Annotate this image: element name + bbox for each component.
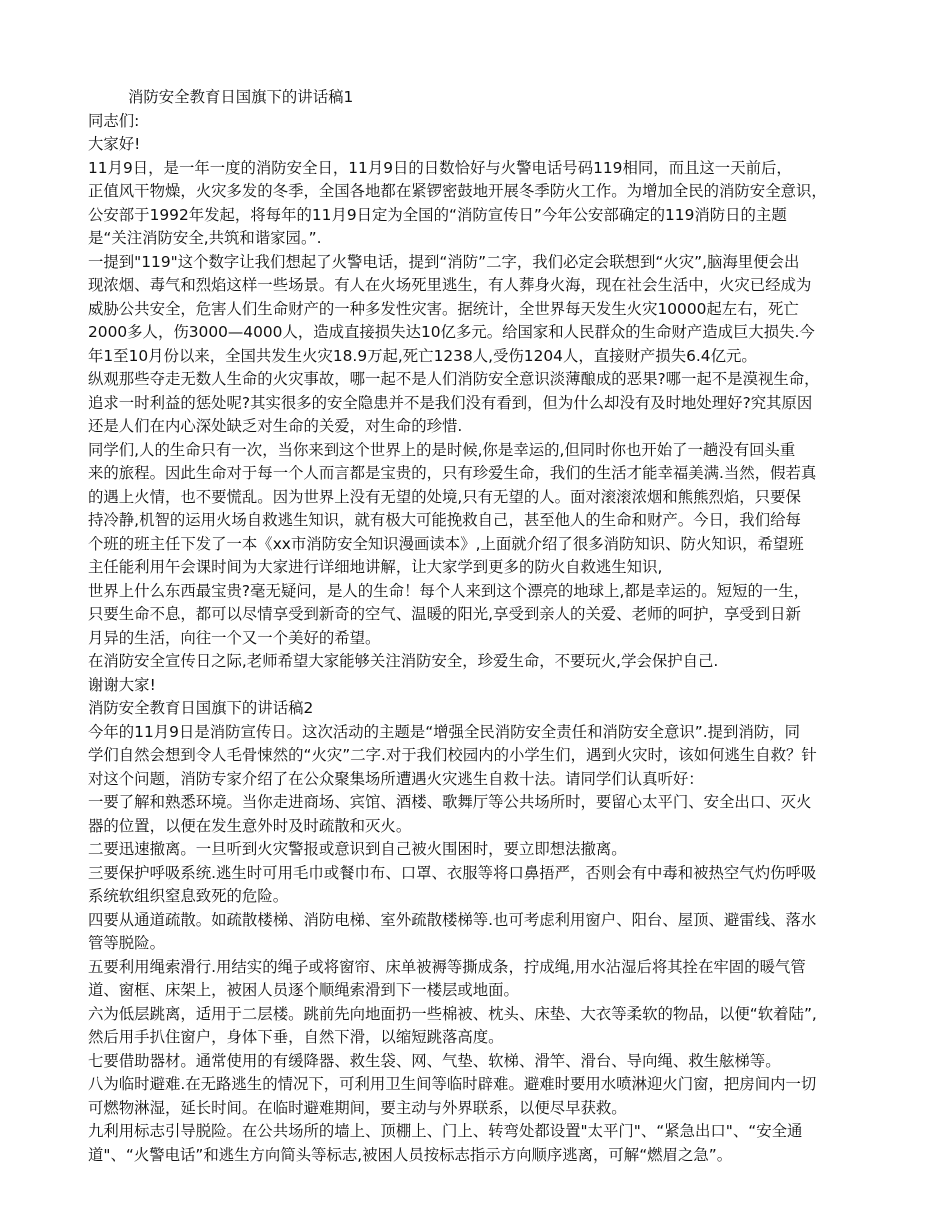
- text-line: 的遇上火情，也不要慌乱。因为世界上没有无望的处境,只有无望的人。面对滚滚浓烟和熊熊烈焰，只要保: [88, 487, 801, 506]
- text-line: 持冷静,机智的运用火场自救逃生知识，就有极大可能挽救自己，甚至他人的生命和财产。今日，我们给每: [88, 511, 801, 529]
- text-line: 然后用手扒住窗户，身体下垂，自然下滑，以缩短跳落高度。: [88, 1028, 504, 1046]
- text-line: 是“关注消防安全,共筑和谐家园。”.: [88, 229, 322, 247]
- text-line: 可燃物淋湿，延长时间。在临时避难期间，要主动与外界联系，以便尽早获救。: [88, 1098, 627, 1117]
- text-line: 公安部于1992年发起，将每年的11月9日定为全国的“消防宣传日”今年公安部确定的119消防日的主题: [88, 205, 787, 224]
- text-line: 来的旅程。因此生命对于每一个人而言都是宝贵的，只有珍爱生命，我们的生活才能幸福美满.当然，假若真: [88, 464, 817, 482]
- text-line: 只要生命不息，都可以尽情享受到新奇的空气、温暖的阳光,享受到亲人的关爱、老师的呵护，享受到日新: [88, 605, 801, 623]
- text-line: 系统软组织窒息致死的危险。: [88, 887, 289, 905]
- text-line: 正值风干物燥，火灾多发的冬季，全国各地都在紧锣密鼓地开展冬季防火工作。为增加全民的消防安全意识，: [88, 182, 827, 200]
- text-line: 学们自然会想到令人毛骨悚然的“火灾”二字.对于我们校园内的小学生们，遇到火灾时，该如何逃生自救？针: [88, 746, 817, 764]
- text-line: 二要迅速撤离。一旦听到火灾警报或意识到自己被火围困时，要立即想法撤离。: [88, 840, 627, 858]
- heading-speech-2: 消防安全教育日国旗下的讲话稿2: [88, 699, 314, 717]
- text-line: 月异的生活，向往一个又一个美好的希望。: [88, 628, 381, 647]
- text-line: 纵观那些夺走无数人生命的火灾事故，哪一起不是人们消防安全意识淡薄酿成的恶果?哪一起不是漠视生命，: [88, 370, 820, 388]
- text-line: 还是人们在内心深处缺乏对生命的关爱，对生命的珍惜.: [88, 417, 463, 435]
- text-line: 个班的班主任下发了一本《xx市消防安全知识漫画读本》,上面就介绍了很多消防知识、防火知识，希望班: [88, 534, 804, 553]
- text-line: 2000多人，伤3000—4000人，造成直接损失达10亿多元。给国家和人民群众的生命财产造成巨大损失.今: [88, 323, 815, 341]
- text-line: 管等脱险。: [88, 934, 165, 952]
- document-body: [88, 86, 864, 1167]
- text-line: 主任能利用午会课时间为大家进行详细地讲解，让大家学到更多的防火自救逃生知识,: [88, 558, 663, 576]
- text-line: 四要从通道疏散。如疏散楼梯、消防电梯、室外疏散楼梯等.也可考虑利用窗户、阳台、屋顶、避雷线、落水: [88, 910, 817, 929]
- text-line: 八为临时避难.在无路逃生的情况下，可利用卫生间等临时辟难。避难时要用水喷淋迎火门窗，把房间内一切: [88, 1075, 817, 1093]
- text-line: 五要利用绳索滑行.用结实的绳子或将窗帘、床单被褥等撕成条，拧成绳,用水沾湿后将其拴在牢固的暖气管: [88, 957, 806, 976]
- text-line: 世界上什么东西最宝贵?毫无疑问，是人的生命！每个人来到这个漂亮的地球上,都是幸运的。短短的一生，: [88, 581, 810, 600]
- text-line: 道、窗框、床架上，被困人员逐个顺绳索滑到下一楼层或地面。: [88, 981, 519, 999]
- text-line: 现浓烟、毒气和烈焰这样一些场景。有人在火场死里逃生，有人葬身火海，现在社会生活中，火灾已经成为: [88, 276, 812, 294]
- text-line: 三要保护呼吸系统.逃生时可用毛巾或餐巾布、口罩、衣服等将口鼻捂严，否则会有中毒和被热空气灼伤呼吸: [88, 863, 817, 882]
- text-line: 九利用标志引导脱险。在公共场所的墙上、顶棚上、门上、转弯处都设置"太平门"、“紧急出口"、“安全通: [88, 1122, 803, 1140]
- text-line: 对这个问题，消防专家介绍了在公众聚集场所遭遇火灾逃生自救十法。请同学们认真听好：: [88, 769, 704, 788]
- heading-speech-1: 消防安全教育日国旗下的讲话稿1: [128, 88, 354, 106]
- text-line: 在消防安全宣传日之际,老师希望大家能够关注消防安全，珍爱生命，不要玩火,学会保护自己.: [88, 652, 719, 670]
- text-line: 道"、“火警电话”和逃生方向简头等标志,被困人员按标志指示方向顺序逃离，可解“燃眉之急”。: [88, 1145, 733, 1164]
- text-line: 年1至10月份以来，全国共发生火灾18.9万起,死亡1238人,受伤1204人，直接财产损失6.4亿元。: [88, 346, 757, 365]
- salutation-comrades: 同志们:: [88, 111, 140, 130]
- text-line: 一提到"119"这个数字让我们想起了火警电话，提到“消防”二字，我们必定会联想到“火灾”,脑海里便会出: [88, 252, 800, 271]
- greeting: 大家好!: [88, 135, 141, 153]
- text-line: 一要了解和熟悉环境。当你走进商场、宾馆、酒楼、歌舞厅等公共场所时，要留心太平门、安全出口、灭火: [88, 793, 812, 811]
- text-line: 七要借助器材。通常使用的有缓降器、救生袋、网、气垫、软梯、滑竿、滑台、导向绳、救生舷梯等。: [88, 1051, 781, 1070]
- text-line: 六为低层跳离，适用于二层楼。跳前先向地面扔一些棉被、枕头、床垫、大衣等柔软的物品，以便“软着陆”,: [88, 1004, 817, 1023]
- text-line: 追求一时利益的惩处呢?其实很多的安全隐患并不是我们没有看到，但为什么却没有及时地处理好?究其原因: [88, 393, 813, 412]
- closing-thanks: 谢谢大家!: [88, 675, 156, 694]
- text-line: 威胁公共安全，危害人们生命财产的一种多发性灾害。据统计，全世界每天发生火灾10000起左右，死亡: [88, 299, 799, 318]
- text-line: 今年的11月9日是消防宣传日。这次活动的主题是“增强全民消防安全责任和消防安全意识”.提到消防，同: [88, 722, 801, 741]
- text-line: 同学们,人的生命只有一次，当你来到这个世界上的是时候,你是幸运的,但同时你也开始了一趟没有回头重: [88, 440, 796, 459]
- text-line: 器的位置，以便在发生意外时及时疏散和灭火。: [88, 816, 412, 835]
- text-line: 11月9日，是一年一度的消防安全日，11月9日的日数恰好与火警电话号码119相同，而且这一天前后，: [88, 158, 792, 177]
